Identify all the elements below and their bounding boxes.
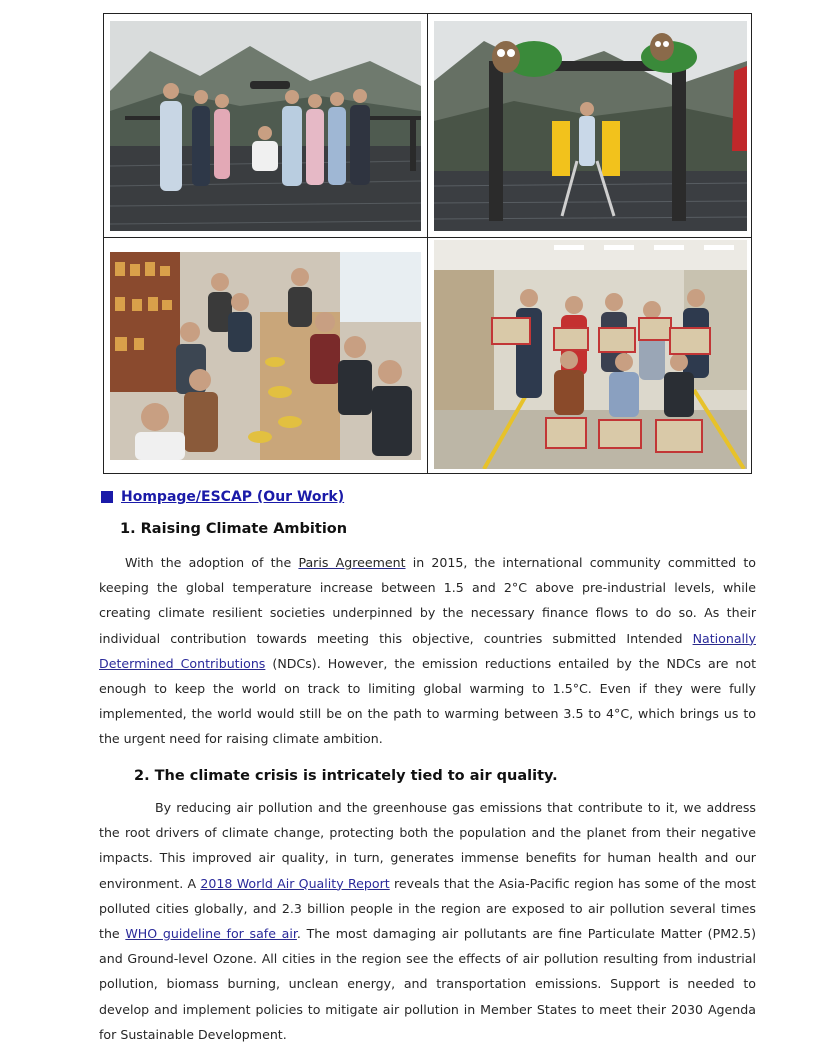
photo-group-on-boardwalk (110, 21, 421, 231)
paragraph-text: By reducing air pollution and the greenhouse gas emissions that contribute to it, we address the root drivers of climate change, protecting both the population and the planet from their negative impacts. This improved air quality, in turn, generates immense benefits for human health and our environment. A (99, 800, 756, 891)
paris-agreement-link[interactable]: Paris Agreement (298, 555, 406, 570)
world-air-quality-report-link[interactable]: 2018 World Air Quality Report (200, 875, 390, 891)
paragraph-raising-climate-ambition (99, 550, 756, 752)
photo-owl-gate (434, 21, 747, 231)
paragraph-text: With the adoption of the (125, 555, 299, 570)
paragraph-text: . The most damaging air pollutants are fine Particulate Matter (PM2.5) and Ground-level Ozone. All cities in the region see the effects of air pollution resulting from industrial pollution, biomass burning, unclean energy, and transportation emissions. Support is needed to develop and implement policies to mitigate air pollution in Member States to meet their 2030 Agenda for Sustainable Development. (99, 926, 756, 1042)
photo-group-dining (110, 252, 421, 460)
paragraph-climate-air-quality (99, 795, 756, 1047)
ndc-link[interactable]: Nationally Determined Contributions (99, 630, 756, 671)
paragraph-text: reveals that the Asia-Pacific region has some of the most polluted cities globally, and 2.3 billion people in the region are exposed to air pollution several times the (99, 875, 756, 942)
subheading-climate-air-quality: 2. The climate crisis is intricately tied to air quality. (134, 768, 558, 784)
who-guideline-link[interactable]: WHO guideline for safe air (125, 926, 297, 942)
section-heading-link[interactable] (101, 489, 344, 505)
blue-square-bullet-icon (101, 491, 113, 503)
photo-group-with-gift-boxes (434, 240, 747, 469)
photo-grid (103, 13, 752, 474)
subheading-raising-climate-ambition: 1. Raising Climate Ambition (120, 521, 348, 537)
section-heading-text: Hompage/ESCAP (Our Work) (121, 489, 345, 505)
paragraph-text: (NDCs). However, the emission reductions entailed by the NDCs are not enough to keep the world on track to limiting global warming to 1.5°C. Even if they were fully implemented, the world would still be on the path to warming between 3.5 to 4°C, which brings us to the urgent need for raising climate ambition. (99, 655, 757, 747)
grid-divider-horizontal (104, 237, 751, 238)
paragraph-text: in 2015, the international community committed to keeping the global temperature increase between 1.5 and 2°C above pre-industrial levels, while creating climate resilient societies underpinned by the necessary finance flows to do so. As their individual contribution towards meeting this objective, countries submitted Intended (99, 555, 756, 646)
grid-divider-vertical (427, 14, 428, 473)
